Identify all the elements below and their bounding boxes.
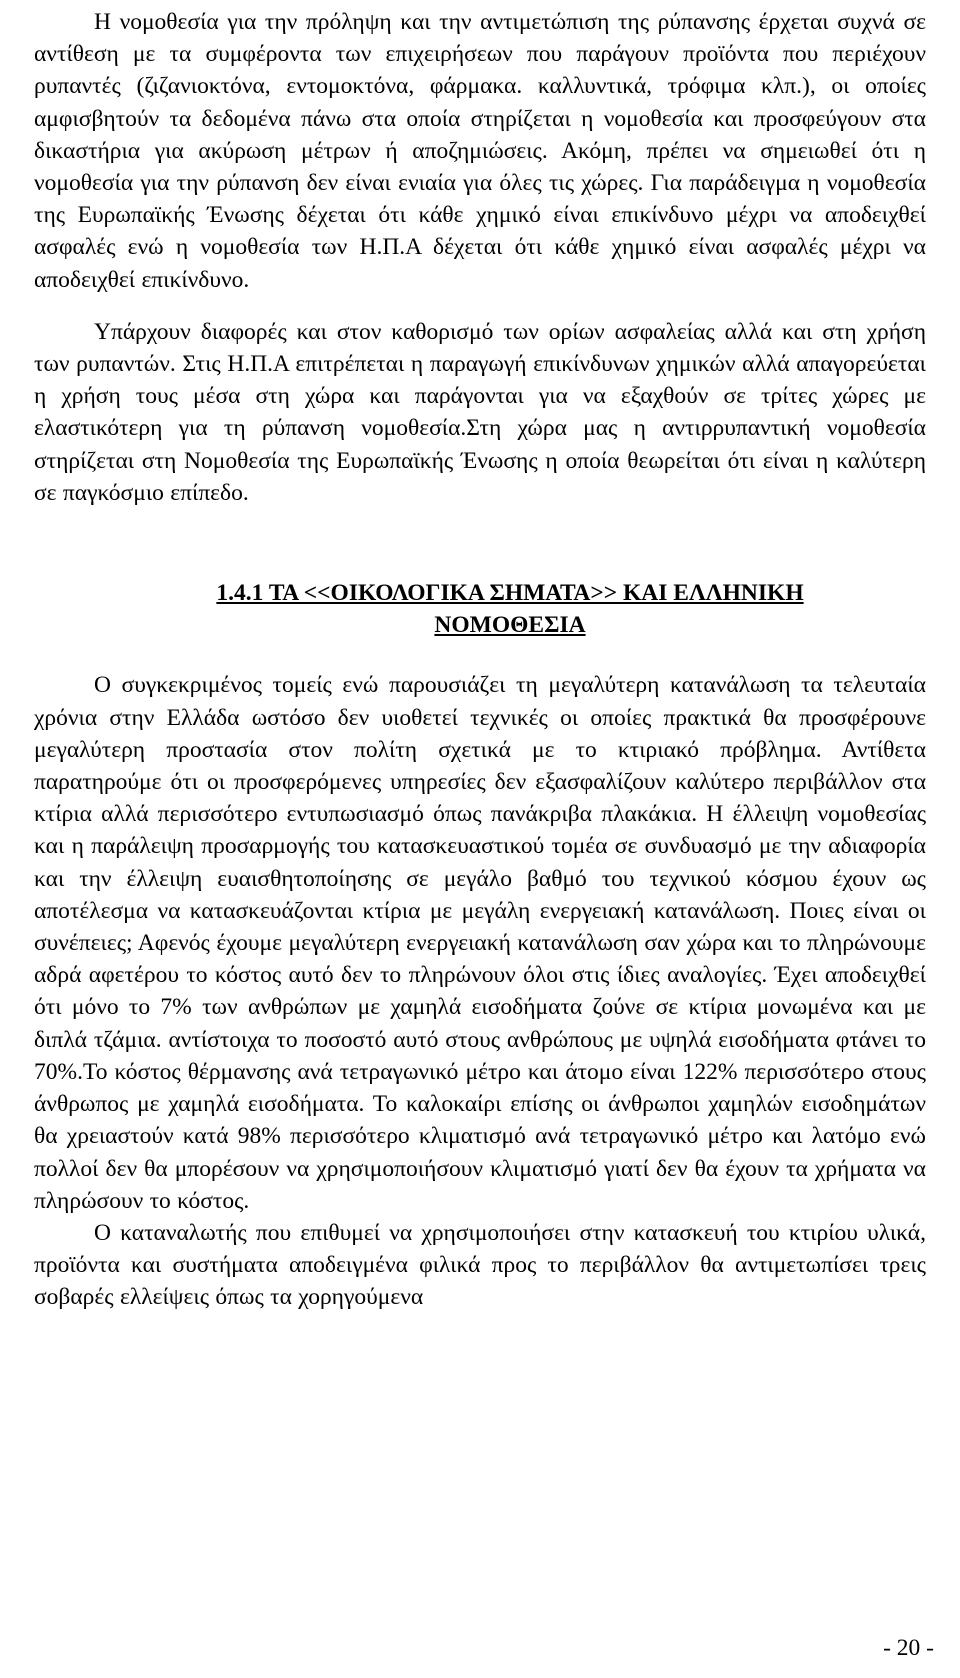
paragraph-building-energy: Ο συγκεκριμένος τομείς ενώ παρουσιάζει τη μεγαλύτερη κατανάλωση τα τελευταία χρόνια στην Ελλάδα ωστόσο δεν υιοθετεί τεχνικές οι οποίες πρακτικά θα προσφέρουνε μεγαλύτερη προστασία στον πολίτη σχετικά με το κτιριακό πρόβλημα. Αντίθετα παρατηρούμε ότι οι προσφερόμενες υπηρεσίες δεν εξασφαλίζουν καλύτερο περιβάλλον στα κτίρια αλλά περισσότερο εντυπωσιασμό όπως πανάκριβα πλακάκια. Η έλλειψη νομοθεσίας και η παράλειψη προσαρμογής του κατασκευαστικού τομέα σε συνδυασμό με την αδιαφορία και την έλλειψη ευαισθητοποίησης σε μεγάλο βαθμό του τεχνικού κόσμου έχουν ως αποτέλεσμα να κατασκευάζονται κτίρια με μεγάλη ενεργειακή κατανάλωση. Ποιες είναι οι συνέπειες; Αφενός έχουμε μεγαλύτερη ενεργειακή κατανάλωση σαν χώρα και το πληρώνουμε αδρά αφετέρου το κόστος αυτό δεν το πληρώνουν όλοι στις ίδιες αναλογίες. Έχει αποδειχθεί ότι μόνο το 7% των ανθρώπων με χαμηλά εισοδήματα ζούνε σε κτίρια μονωμένα και με διπλά τζάμια. αντίστοιχα το ποσοστό αυτό στους ανθρώπους με υψηλά εισοδήματα φτάνει το 70%.Το κόστος θέρμανσης ανά τετραγωνικό μέτρο και άτομο είναι 122% περισσότερο στους άνθρωπος με χαμηλά εισοδήματα. Το καλοκαίρι επίσης οι άνθρωποι χαμηλών εισοδημάτων θα χρειαστούν κατά 98% περισσότερο κλιματισμό ανά τετραγωνικό μέτρο και λατόμο ενώ πολλοί δεν θα μπορέσουν να χρησιμοποιήσουν κλιματισμό γιατί δεν θα έχουν τα χρήματα να πληρώσουν το κόστος. <box>34 672 926 1214</box>
page-number: - 20 - <box>883 1635 934 1661</box>
section-heading <box>34 577 926 641</box>
paragraph-safety-limits: Υπάρχουν διαφορές και στον καθορισμό των ορίων ασφαλείας αλλά και στη χρήση των ρυπαντών. Στις Η.Π.Α επιτρέπεται η παραγωγή επικίνδυνων χημικών αλλά απαγορεύεται η χρήση τους μέσα στη χώρα και παράγονται για να εξαχθούν σε τρίτες χώρες με ελαστικότερη για τη ρύπανση νομοθεσία.Στη χώρα μας η αντιρρυπαντική νομοθεσία στηρίζεται στη Νομοθεσία της Ευρωπαϊκής Ένωσης η οποία θεωρείται ότι είναι η καλύτερη σε παγκόσμιο επίπεδο. <box>34 318 926 506</box>
paragraph-consumer-issues: Ο καταναλωτής που επιθυμεί να χρησιμοποιήσει στην κατασκευή του κτιρίου υλικά, προϊόντα και συστήματα αποδειγμένα φιλικά προς το περιβάλλον θα αντιμετωπίσει τρεις σοβαρές ελλείψεις όπως τα χορηγούμενα <box>34 1219 926 1311</box>
paragraph-spacer <box>34 296 926 316</box>
heading-spacer <box>34 641 926 669</box>
paragraph-pollution-legislation: Η νομοθεσία για την πρόληψη και την αντιμετώπιση της ρύπανσης έρχεται συχνά σε αντίθεση με τα συμφέροντα των επιχειρήσεων που παράγουν προϊόντα που περιέχουν ρυπαντές (ζιζανιοκτόνα, εντομοκτόνα, φάρμακα. καλλυντικά, τρόφιμα κλπ.), οι οποίες αμφισβητούν τα δεδομένα πάνω στα οποία στηρίζεται η νομοθεσία και προσφεύγουν στα δικαστήρια για ακύρωση μέτρων ή αποζημιώσεις. Ακόμη, πρέπει να σημειωθεί ότι η νομοθεσία για την ρύπανση δεν είναι ενιαία για όλες τις χώρες. Για παράδειγμα η νομοθεσία της Ευρωπαϊκής Ένωσης δέχεται ότι κάθε χημικό είναι επικίνδυνο μέχρι να αποδειχθεί ασφαλές ενώ η νομοθεσία των Η.Π.Α δέχεται ότι κάθε χημικό είναι ασφαλές μέχρι να αποδειχθεί επικίνδυνο. <box>34 9 926 293</box>
section-spacer <box>34 509 926 577</box>
section-heading-line-2: ΝΟΜΟΘΕΣΙΑ <box>434 612 586 639</box>
section-heading-line-1: 1.4.1 ΤΑ <<ΟΙΚΟΛΟΓΙΚΑ ΣΗΜΑΤΑ>> ΚΑΙ ΕΛΛΗΝΙΚΗ <box>216 580 804 607</box>
